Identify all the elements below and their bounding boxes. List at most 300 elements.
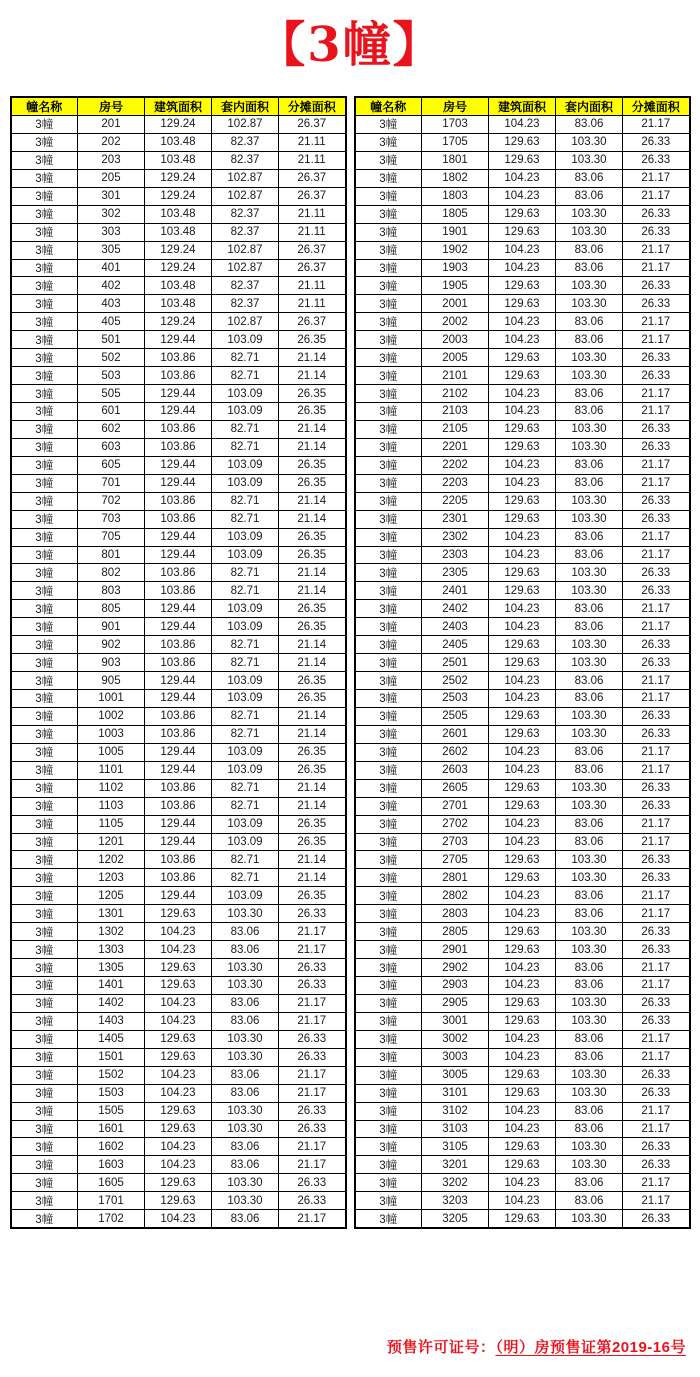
table-cell: 129.63: [489, 367, 556, 385]
table-row: [355, 600, 690, 618]
table-row: [355, 385, 690, 403]
table-row: [11, 151, 346, 169]
table-cell: 3幢: [11, 582, 78, 600]
table-cell: 3幢: [11, 761, 78, 779]
table-cell: 3幢: [11, 564, 78, 582]
table-cell: 26.33: [623, 994, 690, 1012]
table-cell: 2603: [422, 761, 489, 779]
table-cell: 104.23: [489, 618, 556, 636]
table-cell: 104.23: [145, 1156, 212, 1174]
table-cell: 21.17: [623, 1120, 690, 1138]
table-row: [355, 331, 690, 349]
table-cell: 82.71: [212, 510, 279, 528]
table-cell: 129.63: [145, 1120, 212, 1138]
table-cell: 83.06: [556, 815, 623, 833]
table-row: [11, 923, 346, 941]
table-cell: 103.30: [556, 223, 623, 241]
table-cell: 129.44: [145, 618, 212, 636]
table-cell: 3幢: [355, 923, 422, 941]
table-cell: 802: [78, 564, 145, 582]
table-cell: 82.71: [212, 654, 279, 672]
table-cell: 1802: [422, 169, 489, 187]
table-row: [11, 905, 346, 923]
table-cell: 1203: [78, 869, 145, 887]
table-cell: 3幢: [11, 223, 78, 241]
table-cell: 2003: [422, 331, 489, 349]
table-cell: 3幢: [11, 1084, 78, 1102]
table-cell: 302: [78, 205, 145, 223]
table-cell: 3幢: [355, 1012, 422, 1030]
column-header: 房号: [422, 97, 489, 116]
table-row: [11, 313, 346, 331]
table-cell: 104.23: [489, 815, 556, 833]
table-cell: 102.87: [212, 313, 279, 331]
table-cell: 21.17: [279, 1210, 346, 1228]
table-cell: 21.17: [623, 546, 690, 564]
column-header: 套内面积: [212, 97, 279, 116]
table-cell: 3幢: [11, 1156, 78, 1174]
table-cell: 1002: [78, 707, 145, 725]
table-cell: 21.17: [279, 1138, 346, 1156]
table-cell: 103.30: [556, 277, 623, 295]
table-cell: 103.30: [212, 1030, 279, 1048]
table-cell: 3幢: [11, 1138, 78, 1156]
table-row: [11, 205, 346, 223]
table-cell: 2902: [422, 959, 489, 977]
table-cell: 82.71: [212, 438, 279, 456]
table-row: [11, 941, 346, 959]
table-row: [11, 1156, 346, 1174]
table-cell: 129.24: [145, 187, 212, 205]
table-cell: 2502: [422, 672, 489, 690]
table-cell: 505: [78, 385, 145, 403]
table-row: [11, 959, 346, 977]
table-cell: 1501: [78, 1048, 145, 1066]
table-cell: 803: [78, 582, 145, 600]
table-cell: 104.23: [489, 761, 556, 779]
table-cell: 26.33: [623, 151, 690, 169]
table-cell: 103.30: [212, 1192, 279, 1210]
table-row: [355, 241, 690, 259]
table-cell: 83.06: [556, 977, 623, 995]
table-cell: 21.11: [279, 151, 346, 169]
table-cell: 3203: [422, 1192, 489, 1210]
table-row: [355, 151, 690, 169]
table-cell: 21.14: [279, 438, 346, 456]
table-cell: 129.44: [145, 528, 212, 546]
table-cell: 129.63: [489, 1012, 556, 1030]
table-row: [11, 1210, 346, 1228]
table-cell: 103.30: [212, 1048, 279, 1066]
table-cell: 2503: [422, 690, 489, 708]
table-row: [355, 1174, 690, 1192]
table-cell: 103.30: [556, 438, 623, 456]
table-cell: 3105: [422, 1138, 489, 1156]
table-cell: 3202: [422, 1174, 489, 1192]
table-cell: 104.23: [145, 1210, 212, 1228]
table-cell: 129.44: [145, 672, 212, 690]
table-cell: 3幢: [355, 438, 422, 456]
table-cell: 104.23: [489, 241, 556, 259]
table-cell: 21.17: [623, 833, 690, 851]
table-cell: 103.30: [556, 869, 623, 887]
table-cell: 83.06: [556, 743, 623, 761]
table-cell: 26.33: [623, 707, 690, 725]
table-cell: 3幢: [355, 151, 422, 169]
table-cell: 83.06: [556, 672, 623, 690]
table-cell: 129.44: [145, 385, 212, 403]
table-cell: 1201: [78, 833, 145, 851]
table-cell: 3101: [422, 1084, 489, 1102]
table-cell: 103.30: [556, 851, 623, 869]
table-cell: 3幢: [11, 205, 78, 223]
table-cell: 82.37: [212, 133, 279, 151]
table-row: [11, 546, 346, 564]
table-row: [355, 1192, 690, 1210]
table-cell: 3幢: [11, 672, 78, 690]
table-cell: 129.44: [145, 690, 212, 708]
table-cell: 103.30: [556, 725, 623, 743]
table-cell: 103.09: [212, 833, 279, 851]
table-cell: 1205: [78, 887, 145, 905]
table-cell: 1601: [78, 1120, 145, 1138]
table-cell: 2103: [422, 403, 489, 421]
table-cell: 103.48: [145, 133, 212, 151]
table-cell: 3幢: [11, 492, 78, 510]
table-cell: 104.23: [145, 1012, 212, 1030]
table-cell: 102.87: [212, 259, 279, 277]
column-header: 房号: [78, 97, 145, 116]
table-cell: 3幢: [11, 1210, 78, 1228]
table-cell: 129.63: [145, 959, 212, 977]
table-row: [11, 474, 346, 492]
table-row: [355, 977, 690, 995]
table-cell: 3幢: [11, 815, 78, 833]
table-row: [355, 1102, 690, 1120]
table-cell: 82.71: [212, 869, 279, 887]
table-cell: 129.63: [489, 851, 556, 869]
table-cell: 2801: [422, 869, 489, 887]
table-cell: 1902: [422, 241, 489, 259]
table-cell: 1703: [422, 116, 489, 134]
table-row: [355, 133, 690, 151]
table-cell: 83.06: [556, 116, 623, 134]
table-row: [355, 169, 690, 187]
table-cell: 1602: [78, 1138, 145, 1156]
table-cell: 3幢: [355, 815, 422, 833]
table-row: [11, 1048, 346, 1066]
table-row: [11, 977, 346, 995]
table-cell: 3幢: [355, 259, 422, 277]
table-cell: 129.63: [145, 1192, 212, 1210]
table-row: [355, 492, 690, 510]
table-cell: 26.33: [623, 941, 690, 959]
table-row: [355, 546, 690, 564]
table-cell: 26.33: [279, 1174, 346, 1192]
table-row: [11, 331, 346, 349]
table-row: [11, 779, 346, 797]
table-row: [355, 205, 690, 223]
table-cell: 1405: [78, 1030, 145, 1048]
table-cell: 129.63: [145, 905, 212, 923]
table-cell: 2101: [422, 367, 489, 385]
column-header: 建筑面积: [145, 97, 212, 116]
table-cell: 129.63: [489, 725, 556, 743]
table-cell: 103.48: [145, 295, 212, 313]
table-cell: 3幢: [355, 869, 422, 887]
table-cell: 26.33: [623, 725, 690, 743]
table-cell: 26.33: [623, 223, 690, 241]
presale-permit-note: [387, 1336, 686, 1357]
table-cell: 26.33: [279, 905, 346, 923]
table-row: [11, 815, 346, 833]
table-cell: 21.14: [279, 492, 346, 510]
table-cell: 601: [78, 403, 145, 421]
table-row: [355, 1156, 690, 1174]
table-cell: 103.86: [145, 636, 212, 654]
table-cell: 103.09: [212, 331, 279, 349]
table-row: [355, 223, 690, 241]
table-cell: 602: [78, 420, 145, 438]
table-cell: 21.17: [279, 1012, 346, 1030]
table-cell: 21.11: [279, 295, 346, 313]
table-cell: 3幢: [355, 905, 422, 923]
table-cell: 21.17: [623, 1102, 690, 1120]
table-cell: 83.06: [556, 761, 623, 779]
table-cell: 21.14: [279, 707, 346, 725]
table-cell: 2305: [422, 564, 489, 582]
table-cell: 3幢: [355, 797, 422, 815]
table-cell: 104.23: [489, 456, 556, 474]
table-cell: 905: [78, 672, 145, 690]
table-cell: 26.33: [279, 1120, 346, 1138]
table-cell: 1302: [78, 923, 145, 941]
table-cell: 702: [78, 492, 145, 510]
table-cell: 129.63: [145, 1030, 212, 1048]
table-cell: 129.63: [145, 977, 212, 995]
table-cell: 3幢: [355, 851, 422, 869]
table-row: [11, 420, 346, 438]
table-cell: 26.35: [279, 403, 346, 421]
table-cell: 21.17: [623, 600, 690, 618]
table-cell: 3幢: [11, 474, 78, 492]
table-cell: 3幢: [11, 690, 78, 708]
table-row: [11, 133, 346, 151]
table-cell: 103.30: [556, 1066, 623, 1084]
table-cell: 402: [78, 277, 145, 295]
table-cell: 26.33: [623, 779, 690, 797]
table-cell: 21.17: [279, 1084, 346, 1102]
area-table-right: [354, 96, 691, 1229]
table-cell: 3幢: [11, 959, 78, 977]
table-cell: 26.33: [623, 1012, 690, 1030]
table-cell: 3幢: [355, 313, 422, 331]
table-cell: 21.14: [279, 510, 346, 528]
table-cell: 103.86: [145, 510, 212, 528]
table-cell: 26.33: [623, 869, 690, 887]
table-cell: 2405: [422, 636, 489, 654]
table-cell: 3幢: [11, 133, 78, 151]
table-cell: 2403: [422, 618, 489, 636]
table-cell: 26.37: [279, 241, 346, 259]
table-cell: 1305: [78, 959, 145, 977]
table-row: [11, 1102, 346, 1120]
table-cell: 3幢: [11, 546, 78, 564]
table-cell: 3幢: [355, 725, 422, 743]
table-cell: 3幢: [355, 116, 422, 134]
table-cell: 1005: [78, 743, 145, 761]
table-row: [11, 994, 346, 1012]
table-cell: 82.37: [212, 295, 279, 313]
table-cell: 3幢: [11, 456, 78, 474]
table-cell: 83.06: [556, 618, 623, 636]
table-cell: 129.44: [145, 474, 212, 492]
table-row: [11, 295, 346, 313]
table-cell: 103.30: [212, 977, 279, 995]
table-cell: 104.23: [489, 528, 556, 546]
table-row: [11, 725, 346, 743]
table-cell: 3幢: [355, 295, 422, 313]
table-cell: 104.23: [489, 474, 556, 492]
table-cell: 104.23: [489, 169, 556, 187]
table-cell: 103.30: [556, 295, 623, 313]
table-cell: 103.30: [556, 707, 623, 725]
table-cell: 26.33: [623, 277, 690, 295]
table-cell: 26.33: [623, 1084, 690, 1102]
table-cell: 21.17: [623, 116, 690, 134]
table-cell: 3幢: [355, 707, 422, 725]
table-row: [355, 510, 690, 528]
table-row: [11, 582, 346, 600]
column-header: 建筑面积: [489, 97, 556, 116]
table-row: [355, 690, 690, 708]
table-cell: 129.63: [489, 1210, 556, 1228]
table-cell: 103.30: [556, 1012, 623, 1030]
table-cell: 83.06: [212, 1210, 279, 1228]
table-cell: 2803: [422, 905, 489, 923]
table-row: [355, 349, 690, 367]
table-cell: 3幢: [355, 403, 422, 421]
table-cell: 26.33: [623, 797, 690, 815]
table-cell: 1901: [422, 223, 489, 241]
table-cell: 3幢: [355, 133, 422, 151]
table-cell: 3幢: [355, 977, 422, 995]
table-cell: 129.44: [145, 546, 212, 564]
table-cell: 3幢: [355, 636, 422, 654]
table-cell: 103.30: [556, 1156, 623, 1174]
table-cell: 26.35: [279, 815, 346, 833]
table-cell: 26.33: [623, 438, 690, 456]
table-cell: 2401: [422, 582, 489, 600]
table-cell: 3幢: [11, 295, 78, 313]
table-cell: 103.30: [556, 349, 623, 367]
table-cell: 2701: [422, 797, 489, 815]
table-cell: 3幢: [11, 779, 78, 797]
table-cell: 83.06: [212, 1066, 279, 1084]
table-cell: 82.37: [212, 151, 279, 169]
table-cell: 2605: [422, 779, 489, 797]
table-cell: 3幢: [11, 438, 78, 456]
table-cell: 3幢: [11, 420, 78, 438]
table-cell: 2105: [422, 420, 489, 438]
table-row: [11, 743, 346, 761]
table-cell: 605: [78, 456, 145, 474]
table-cell: 129.63: [489, 1138, 556, 1156]
table-cell: 21.17: [623, 528, 690, 546]
table-cell: 3001: [422, 1012, 489, 1030]
table-row: [355, 994, 690, 1012]
table-cell: 82.71: [212, 349, 279, 367]
table-cell: 3102: [422, 1102, 489, 1120]
table-cell: 104.23: [145, 941, 212, 959]
table-cell: 103.30: [556, 1138, 623, 1156]
table-cell: 103.09: [212, 815, 279, 833]
table-cell: 129.63: [489, 1084, 556, 1102]
table-cell: 103.86: [145, 367, 212, 385]
table-cell: 701: [78, 474, 145, 492]
table-row: [355, 959, 690, 977]
table-cell: 83.06: [556, 169, 623, 187]
table-cell: 26.37: [279, 187, 346, 205]
table-cell: 21.14: [279, 564, 346, 582]
table-cell: 3幢: [355, 223, 422, 241]
table-cell: 104.23: [489, 977, 556, 995]
table-cell: 103.30: [556, 367, 623, 385]
table-cell: 801: [78, 546, 145, 564]
table-cell: 102.87: [212, 241, 279, 259]
table-cell: 104.23: [489, 600, 556, 618]
table-cell: 82.71: [212, 420, 279, 438]
table-cell: 3幢: [11, 1120, 78, 1138]
table-cell: 26.33: [623, 851, 690, 869]
table-cell: 1202: [78, 851, 145, 869]
table-cell: 3幢: [355, 331, 422, 349]
table-cell: 21.17: [623, 259, 690, 277]
table-cell: 129.44: [145, 743, 212, 761]
table-cell: 3幢: [355, 779, 422, 797]
table-row: [355, 528, 690, 546]
table-cell: 305: [78, 241, 145, 259]
table-cell: 129.63: [489, 779, 556, 797]
table-cell: 3幢: [11, 367, 78, 385]
table-cell: 3幢: [355, 241, 422, 259]
table-row: [11, 367, 346, 385]
table-cell: 103.86: [145, 707, 212, 725]
table-cell: 103.30: [556, 492, 623, 510]
table-cell: 3幢: [11, 1174, 78, 1192]
table-cell: 129.63: [145, 1102, 212, 1120]
table-cell: 2302: [422, 528, 489, 546]
table-cell: 82.71: [212, 564, 279, 582]
table-cell: 303: [78, 223, 145, 241]
table-cell: 26.37: [279, 313, 346, 331]
table-cell: 1803: [422, 187, 489, 205]
table-cell: 3幢: [11, 1048, 78, 1066]
table-cell: 3幢: [355, 761, 422, 779]
table-cell: 2303: [422, 546, 489, 564]
table-cell: 3002: [422, 1030, 489, 1048]
table-cell: 3幢: [11, 151, 78, 169]
table-cell: 21.17: [623, 1048, 690, 1066]
table-cell: 103.30: [556, 636, 623, 654]
table-cell: 103.86: [145, 420, 212, 438]
table-cell: 3幢: [11, 1192, 78, 1210]
table-cell: 2703: [422, 833, 489, 851]
table-cell: 129.44: [145, 815, 212, 833]
table-cell: 104.23: [489, 313, 556, 331]
table-cell: 3幢: [355, 546, 422, 564]
table-cell: 82.37: [212, 205, 279, 223]
